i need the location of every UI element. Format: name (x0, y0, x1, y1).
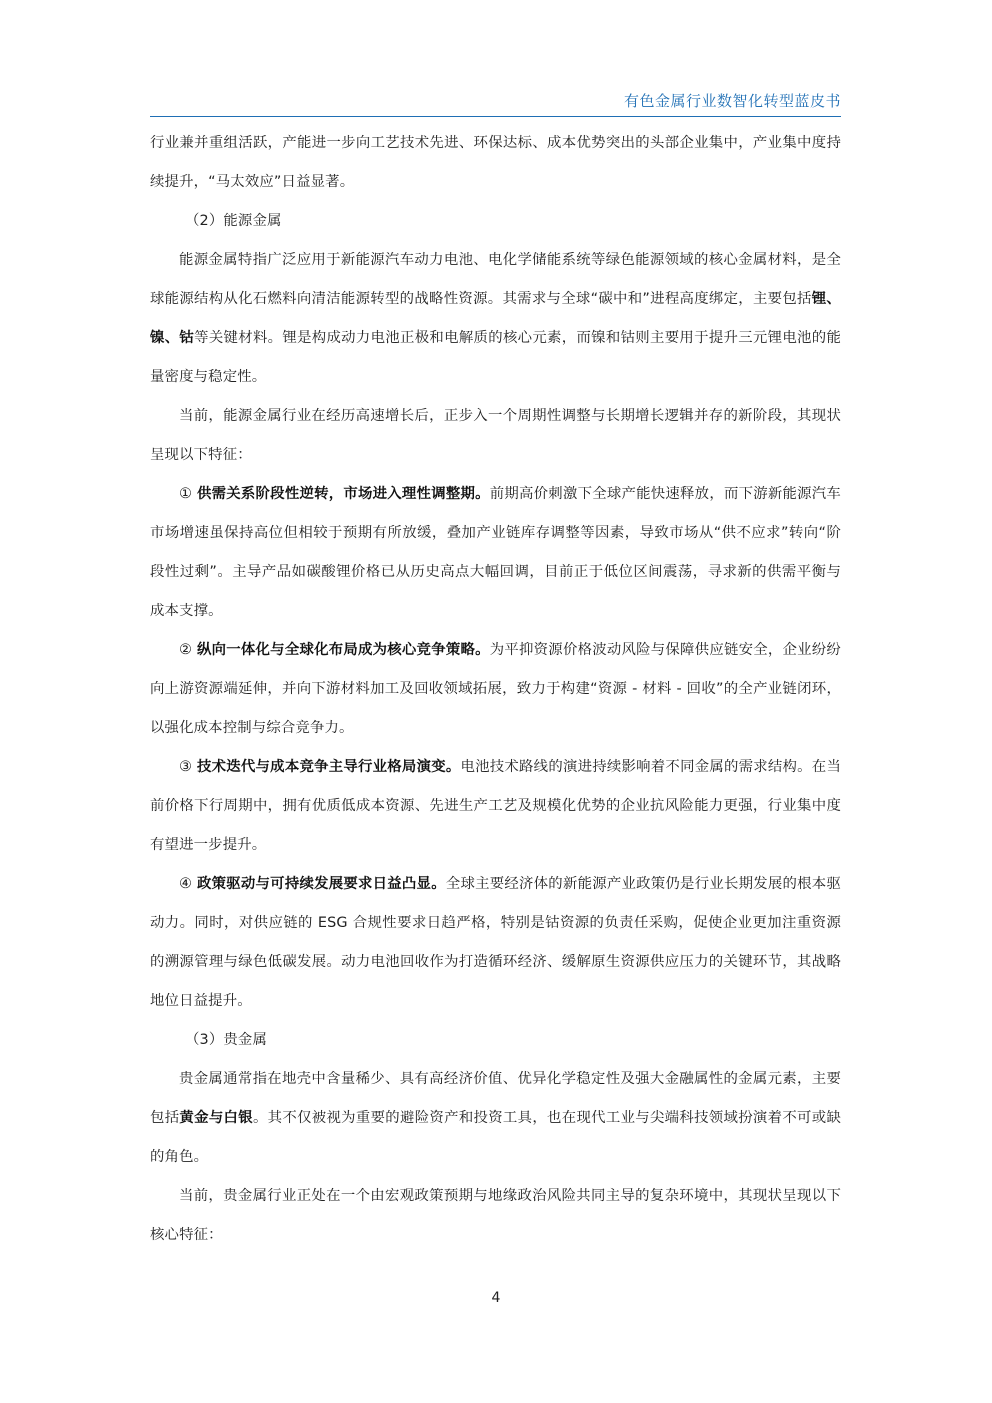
feature-item-2 (150, 631, 841, 748)
bold-key-materials: 锂、镍、钴 (150, 291, 841, 346)
feature-item-4 (150, 865, 841, 1021)
feature-heading: 纵向一体化与全球化布局成为核心竞争策略。 (196, 642, 490, 658)
item-marker: ② (179, 642, 193, 658)
page-header (150, 88, 841, 117)
item-marker: ① (179, 486, 193, 502)
section-heading-precious-metals: （3）贵金属 (185, 1032, 268, 1048)
text-segment: 。其不仅被视为重要的避险资产和投资工具，也在现代工业与尖端科技领域扮演着不可或缺的角色。 (150, 1110, 841, 1165)
feature-heading: 技术迭代与成本竞争主导行业格局演变。 (196, 759, 461, 775)
feature-text: 电池技术路线的演进持续影响着不同金属的需求结构。在当前价格下行周期中，拥有优质低成本资源、先进生产工艺及规模化优势的企业抗风险能力更强，行业集中度有望进一步提升。 (150, 759, 841, 853)
page-body (150, 124, 841, 1255)
paragraph-precious-metals-definition (150, 1060, 841, 1177)
text-segment: 贵金属通常指在地壳中含量稀少、具有高经济价值、优异化学稳定性及强大金融属性的金属元素，主要包括 (150, 1071, 841, 1126)
paragraph-precious-metals-status: 当前，贵金属行业正处在一个由宏观政策预期与地缘政治风险共同主导的复杂环境中，其现状呈现以下核心特征： (150, 1188, 841, 1243)
header-title: 有色金属行业数智化转型蓝皮书 (623, 92, 841, 110)
feature-text: 为平抑资源价格波动风险与保障供应链安全，企业纷纷向上游资源端延伸，并向下游材料加工及回收领域拓展，致力于构建“资源 - 材料 - 回收”的全产业链闭环，以强化成本控制与综合竞争力。 (150, 642, 841, 736)
feature-text: 前期高价刺激下全球产能快速释放，而下游新能源汽车市场增速虽保持高位但相较于预期有所放缓，叠加产业链库存调整等因素，导致市场从“供不应求”转向“阶段性过剩”。主导产品如碳酸锂价格已从历史高点大幅回调，目前正于低位区间震荡，寻求新的供需平衡与成本支撑。 (150, 486, 841, 619)
item-marker: ④ (179, 876, 193, 892)
feature-item-3 (150, 748, 841, 865)
feature-heading: 政策驱动与可持续发展要求日益凸显。 (196, 876, 446, 892)
text-segment: 能源金属特指广泛应用于新能源汽车动力电池、电化学储能系统等绿色能源领域的核心金属材料，是全球能源结构从化石燃料向清洁能源转型的战略性资源。其需求与全球“碳中和”进程高度绑定，主要包括 (150, 252, 841, 307)
paragraph-continuation: 行业兼并重组活跃，产能进一步向工艺技术先进、环保达标、成本优势突出的头部企业集中，产业集中度持续提升，“马太效应”日益显著。 (150, 135, 841, 190)
paragraph-energy-metals-status: 当前，能源金属行业在经历高速增长后，正步入一个周期性调整与长期增长逻辑并存的新阶段，其现状呈现以下特征： (150, 408, 841, 463)
item-marker: ③ (179, 759, 193, 775)
feature-text: 全球主要经济体的新能源产业政策仍是行业长期发展的根本驱动力。同时，对供应链的 ESG 合规性要求日趋严格，特别是钴资源的负责任采购，促使企业更加注重资源的溯源管理与绿色低碳发展。动力电池回收作为打造循环经济、缓解原生资源供应压力的关键环节，其战略地位日益提升。 (150, 876, 841, 1009)
text-segment: 等关键材料。锂是构成动力电池正极和电解质的核心元素，而镍和钴则主要用于提升三元锂电池的能量密度与稳定性。 (150, 330, 841, 385)
feature-item-1 (150, 475, 841, 631)
paragraph-energy-metals-definition (150, 241, 841, 397)
bold-gold-silver: 黄金与白银 (179, 1110, 253, 1126)
feature-heading: 供需关系阶段性逆转，市场进入理性调整期。 (196, 486, 490, 502)
page-number: 4 (491, 1290, 501, 1306)
section-heading-energy-metals: （2）能源金属 (185, 213, 282, 229)
